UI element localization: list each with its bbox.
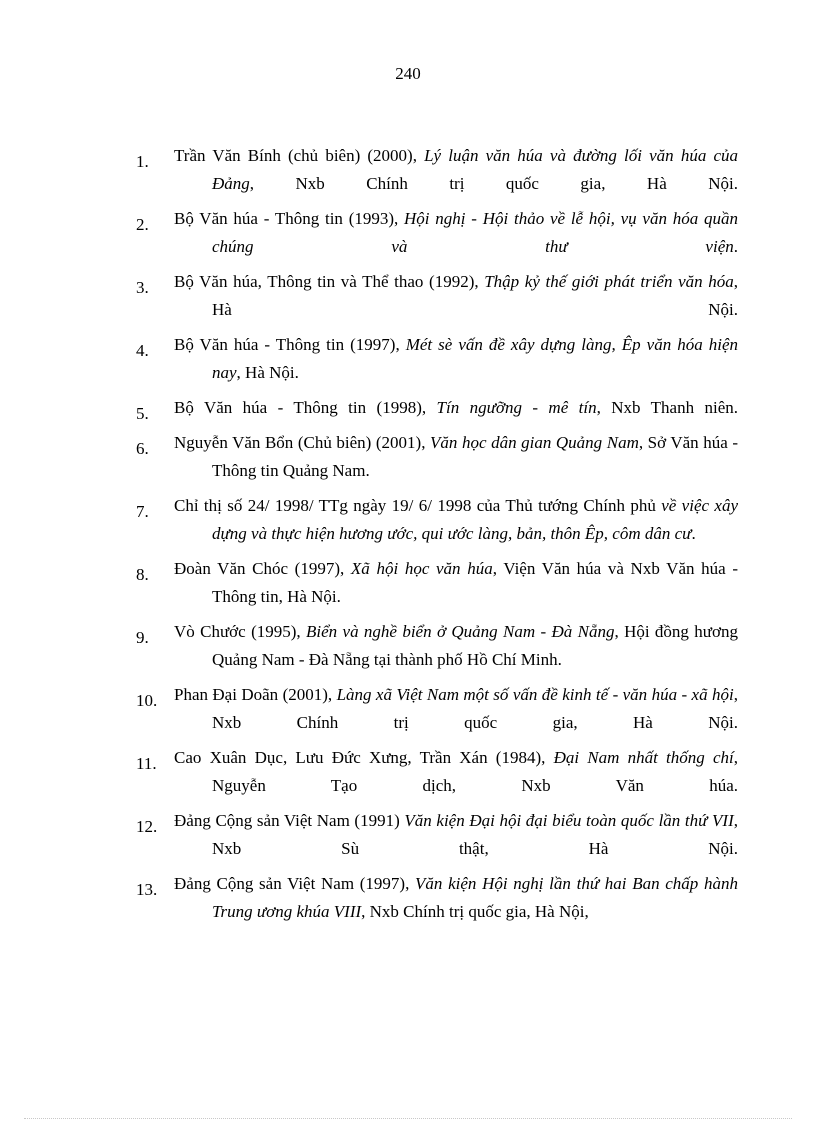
reference-publisher: , Hội đồng hương Quảng Nam - Đà Nẵng tại thành phố Hồ Chí Minh. (212, 622, 738, 669)
reference-title: Xã hội học văn húa (350, 559, 493, 578)
reference-text (174, 142, 738, 198)
reference-authors: Bộ Văn húa - Thông tin (1993), (174, 209, 405, 228)
reference-item (136, 555, 738, 611)
reference-publisher: , Sở Văn húa - Thông tin Quảng Nam. (212, 433, 739, 480)
reference-title: Hội nghị - Hội thảo về lễ hội, vụ văn hóa quần chúng và thư viện (212, 209, 739, 256)
reference-text (174, 268, 738, 324)
reference-text (174, 744, 738, 800)
reference-publisher: , Nxb Sù thật, Hà Nội. (212, 811, 738, 858)
reference-publisher: , Nxb Chính trị quốc gia, Hà Nội. (212, 685, 738, 732)
reference-title: về việc xây dựng và thực hiện hương ước, qui ước làng, bản, thôn Êp, côm dân cư (212, 496, 738, 543)
reference-title: Lý luận văn húa và đường lối văn húa của Đảng (212, 146, 738, 193)
reference-item (136, 429, 738, 485)
reference-publisher: , Nguyễn Tạo dịch, Nxb Văn húa. (212, 748, 738, 795)
page-bottom-divider (24, 1118, 792, 1119)
reference-number: 1. (136, 152, 149, 171)
reference-publisher: , Nxb Chính trị quốc gia, Hà Nội. (249, 174, 738, 193)
reference-number: 2. (136, 215, 149, 234)
reference-number: 9. (136, 628, 149, 647)
reference-authors: Vò Chước (1995), (174, 622, 307, 641)
reference-item (136, 142, 738, 198)
reference-number: 12. (136, 817, 158, 836)
reference-number: 5. (136, 404, 149, 423)
reference-text (174, 681, 738, 737)
reference-item (136, 205, 738, 261)
reference-authors: Đảng Cộng sản Việt Nam (1997), (174, 874, 416, 893)
reference-publisher: , Nxb Thanh niên. (596, 398, 739, 417)
reference-number: 11. (136, 754, 157, 773)
reference-number: 13. (136, 880, 158, 899)
reference-title: Văn học dân gian Quảng Nam (430, 433, 639, 452)
reference-text (174, 555, 738, 611)
reference-title: Thập kỷ thế giới phát triển văn hóa (484, 272, 734, 291)
reference-authors: Chỉ thị số 24/ 1998/ TTg ngày 19/ 6/ 1998 của Thủ tướng Chính phủ (174, 496, 662, 515)
reference-number: 7. (136, 502, 149, 521)
reference-item (136, 331, 738, 387)
reference-text (174, 331, 738, 387)
reference-authors: Bộ Văn húa - Thông tin (1997), (174, 335, 406, 354)
reference-title: Đại Nam nhất thống chí (553, 748, 734, 767)
reference-text (174, 429, 738, 485)
reference-number: 8. (136, 565, 149, 584)
reference-item (136, 681, 738, 737)
reference-title: Văn kiện Hội nghị lần thứ hai Ban chấp hành Trung ương khúa VIII (212, 874, 738, 921)
reference-authors: Bộ Văn húa - Thông tin (1998), (174, 398, 437, 417)
reference-authors: Nguyễn Văn Bổn (Chủ biên) (2001), (174, 433, 431, 452)
reference-authors: Cao Xuân Dục, Lưu Đức Xưng, Trần Xán (1984), (174, 748, 554, 767)
reference-number: 4. (136, 341, 149, 360)
reference-authors: Đoàn Văn Chóc (1997), (174, 559, 351, 578)
reference-authors: Phan Đại Doãn (2001), (174, 685, 337, 704)
reference-publisher: , Hà Nội. (236, 363, 299, 382)
reference-number: 3. (136, 278, 149, 297)
reference-item (136, 870, 738, 926)
reference-item (136, 807, 738, 863)
reference-text (174, 492, 738, 548)
reference-authors: Đảng Cộng sản Việt Nam (1991) (174, 811, 405, 830)
reference-item (136, 394, 738, 422)
reference-title: Làng xã Việt Nam một số vấn đề kinh tế - văn húa - xã hội (336, 685, 734, 704)
reference-list (136, 142, 738, 933)
reference-title: Tín ngưỡng - mê tín (436, 398, 597, 417)
reference-item (136, 492, 738, 548)
reference-publisher: . (733, 237, 738, 256)
reference-number: 10. (136, 691, 158, 710)
reference-publisher: , Nxb Chính trị quốc gia, Hà Nội, (361, 902, 589, 921)
reference-text (174, 394, 738, 422)
reference-text (174, 618, 738, 674)
reference-publisher: , Hà Nội. (212, 272, 738, 319)
reference-title: Biển và nghề biển ở Quảng Nam - Đà Nẵng (306, 622, 615, 641)
reference-title: Văn kiện Đại hội đại biểu toàn quốc lần thứ VII (404, 811, 734, 830)
reference-item (136, 268, 738, 324)
reference-item (136, 618, 738, 674)
reference-publisher: , Viện Văn húa và Nxb Văn húa - Thông tin, Hà Nội. (212, 559, 739, 606)
reference-publisher: . (691, 524, 696, 543)
reference-title: Mét sè vấn đề xây dựng làng, Êp văn hóa hiện nay (212, 335, 739, 382)
reference-item (136, 744, 738, 800)
page-number: 240 (395, 64, 421, 83)
reference-text (174, 807, 738, 863)
reference-text (174, 870, 738, 926)
reference-authors: Trần Văn Bính (chủ biên) (2000), (174, 146, 425, 165)
reference-authors: Bộ Văn húa, Thông tin và Thể thao (1992), (174, 272, 485, 291)
reference-text (174, 205, 738, 261)
reference-number: 6. (136, 439, 149, 458)
